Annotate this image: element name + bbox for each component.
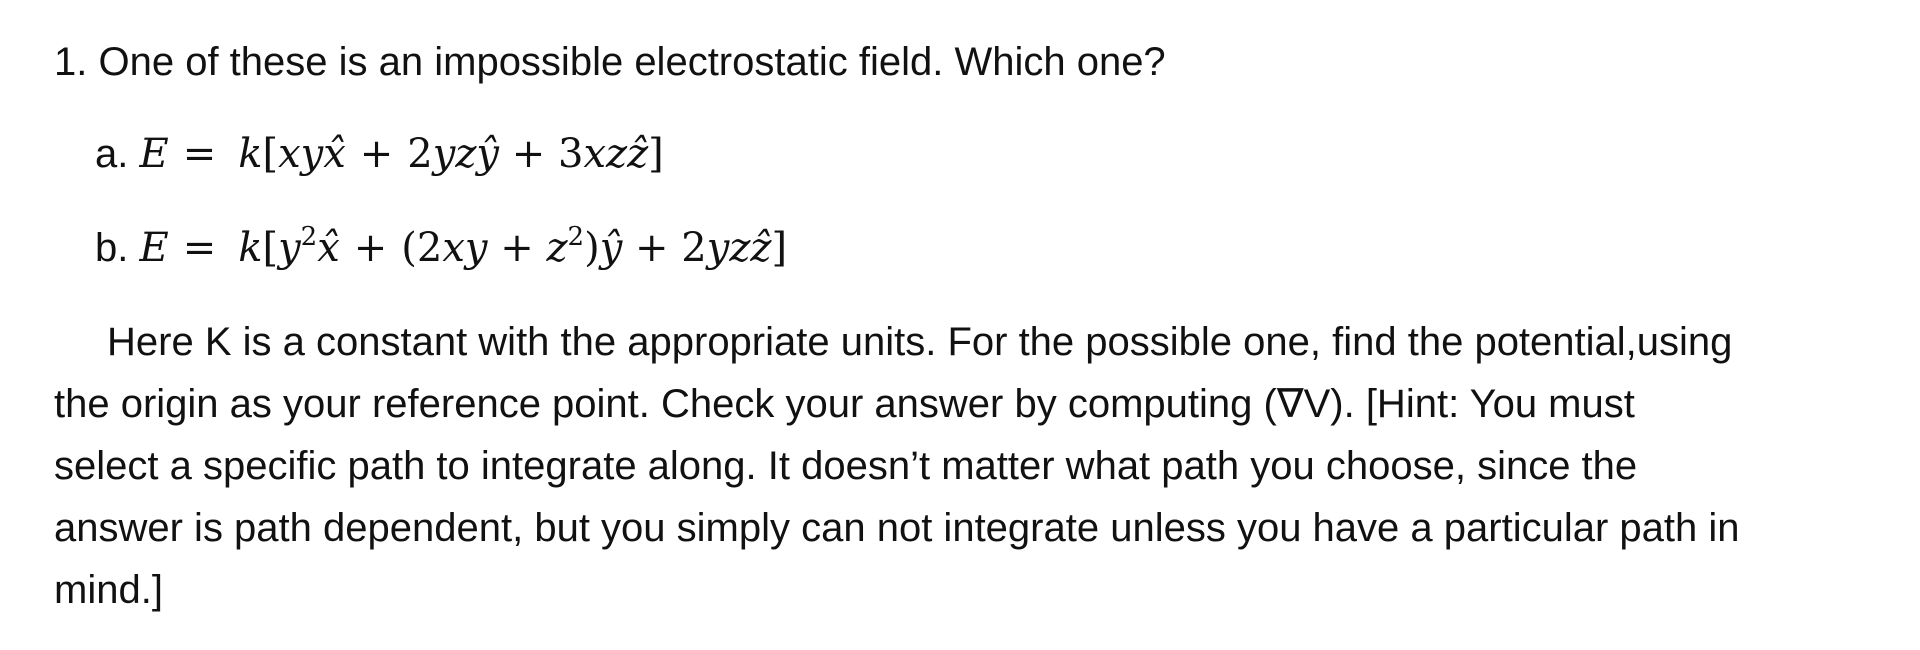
paragraph-line-1: Here K is a constant with the appropriate units. For the possible one, find the potential,using <box>107 320 1733 364</box>
option-b-equals: = <box>182 225 217 271</box>
option-b <box>95 224 787 272</box>
paragraph-line-5: mind.] <box>54 568 163 612</box>
option-b-lhs: E <box>139 225 169 271</box>
paragraph-line-2: the origin as your reference point. Check your answer by computing (∇V). [Hint: You must <box>54 382 1635 426</box>
option-a-equals: = <box>182 131 217 177</box>
paragraph-line-4: answer is path dependent, but you simply can not integrate unless you have a particular path in <box>54 506 1740 550</box>
option-b-equation <box>139 222 788 271</box>
question-title: 1. One of these is an impossible electrostatic field. Which one? <box>54 40 1166 84</box>
option-a-lhs: E <box>139 131 169 177</box>
option-a-equation <box>139 131 663 177</box>
option-a-expression: k[xyx̂ + 2yzŷ + 3xzẑ] <box>238 131 664 177</box>
option-b-label: b. <box>95 226 129 270</box>
option-a-label: a. <box>95 132 129 176</box>
option-b-expression: $k[y^2x̂ + (2xy$ + $z^2)ŷ$ + 2yzẑ] <box>238 222 788 271</box>
option-a <box>95 130 664 178</box>
paragraph-line-3: select a specific path to integrate along. It doesn’t matter what path you choose, since the <box>54 444 1638 488</box>
